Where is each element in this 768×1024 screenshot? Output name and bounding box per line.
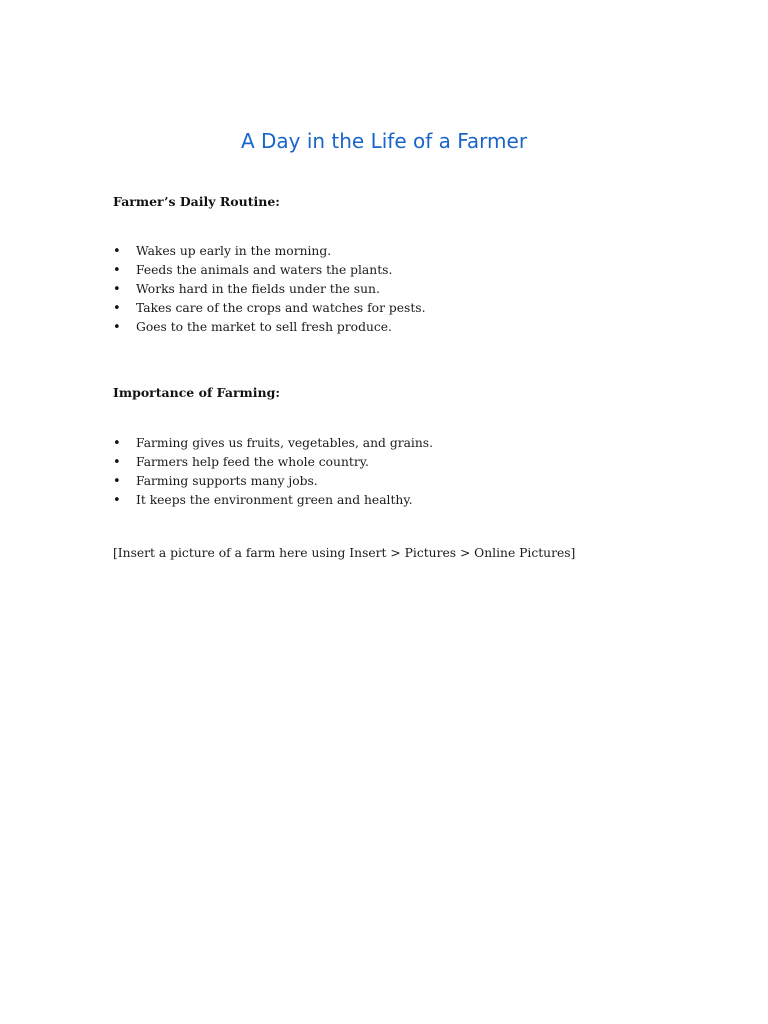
list-item [113, 434, 433, 453]
list-item [113, 280, 425, 299]
list-item [113, 299, 425, 318]
list-item-text: Goes to the market to sell fresh produce. [136, 320, 392, 334]
picture-placeholder-note: [Insert a picture of a farm here using Insert > Pictures > Online Pictures] [113, 546, 576, 560]
list-item-text: Takes care of the crops and watches for pests. [136, 301, 426, 315]
list-item [113, 318, 425, 337]
bullet-icon: • [113, 455, 121, 470]
document-title: A Day in the Life of a Farmer [240, 129, 528, 153]
bullet-icon: • [113, 301, 121, 316]
list-item-text: Wakes up early in the morning. [136, 244, 332, 258]
list-item [113, 261, 425, 280]
bullet-icon: • [113, 282, 121, 297]
daily-routine-list [113, 242, 425, 337]
section-heading-daily-routine: Farmer’s Daily Routine: [113, 194, 280, 209]
list-item [113, 491, 433, 510]
list-item [113, 472, 433, 491]
list-item-text: Farming gives us fruits, vegetables, and grains. [136, 436, 433, 450]
bullet-icon: • [113, 474, 121, 489]
list-item [113, 453, 433, 472]
list-item-text: Works hard in the fields under the sun. [136, 282, 380, 296]
section-heading-importance: Importance of Farming: [113, 385, 280, 400]
list-item-text: Farming supports many jobs. [136, 474, 318, 488]
bullet-icon: • [113, 436, 121, 451]
importance-list [113, 434, 433, 510]
bullet-icon: • [113, 244, 121, 259]
list-item-text: Feeds the animals and waters the plants. [136, 263, 393, 277]
list-item [113, 242, 425, 261]
bullet-icon: • [113, 263, 121, 278]
list-item-text: Farmers help feed the whole country. [136, 455, 369, 469]
list-item-text: It keeps the environment green and healthy. [136, 493, 413, 507]
bullet-icon: • [113, 320, 121, 335]
bullet-icon: • [113, 493, 121, 508]
